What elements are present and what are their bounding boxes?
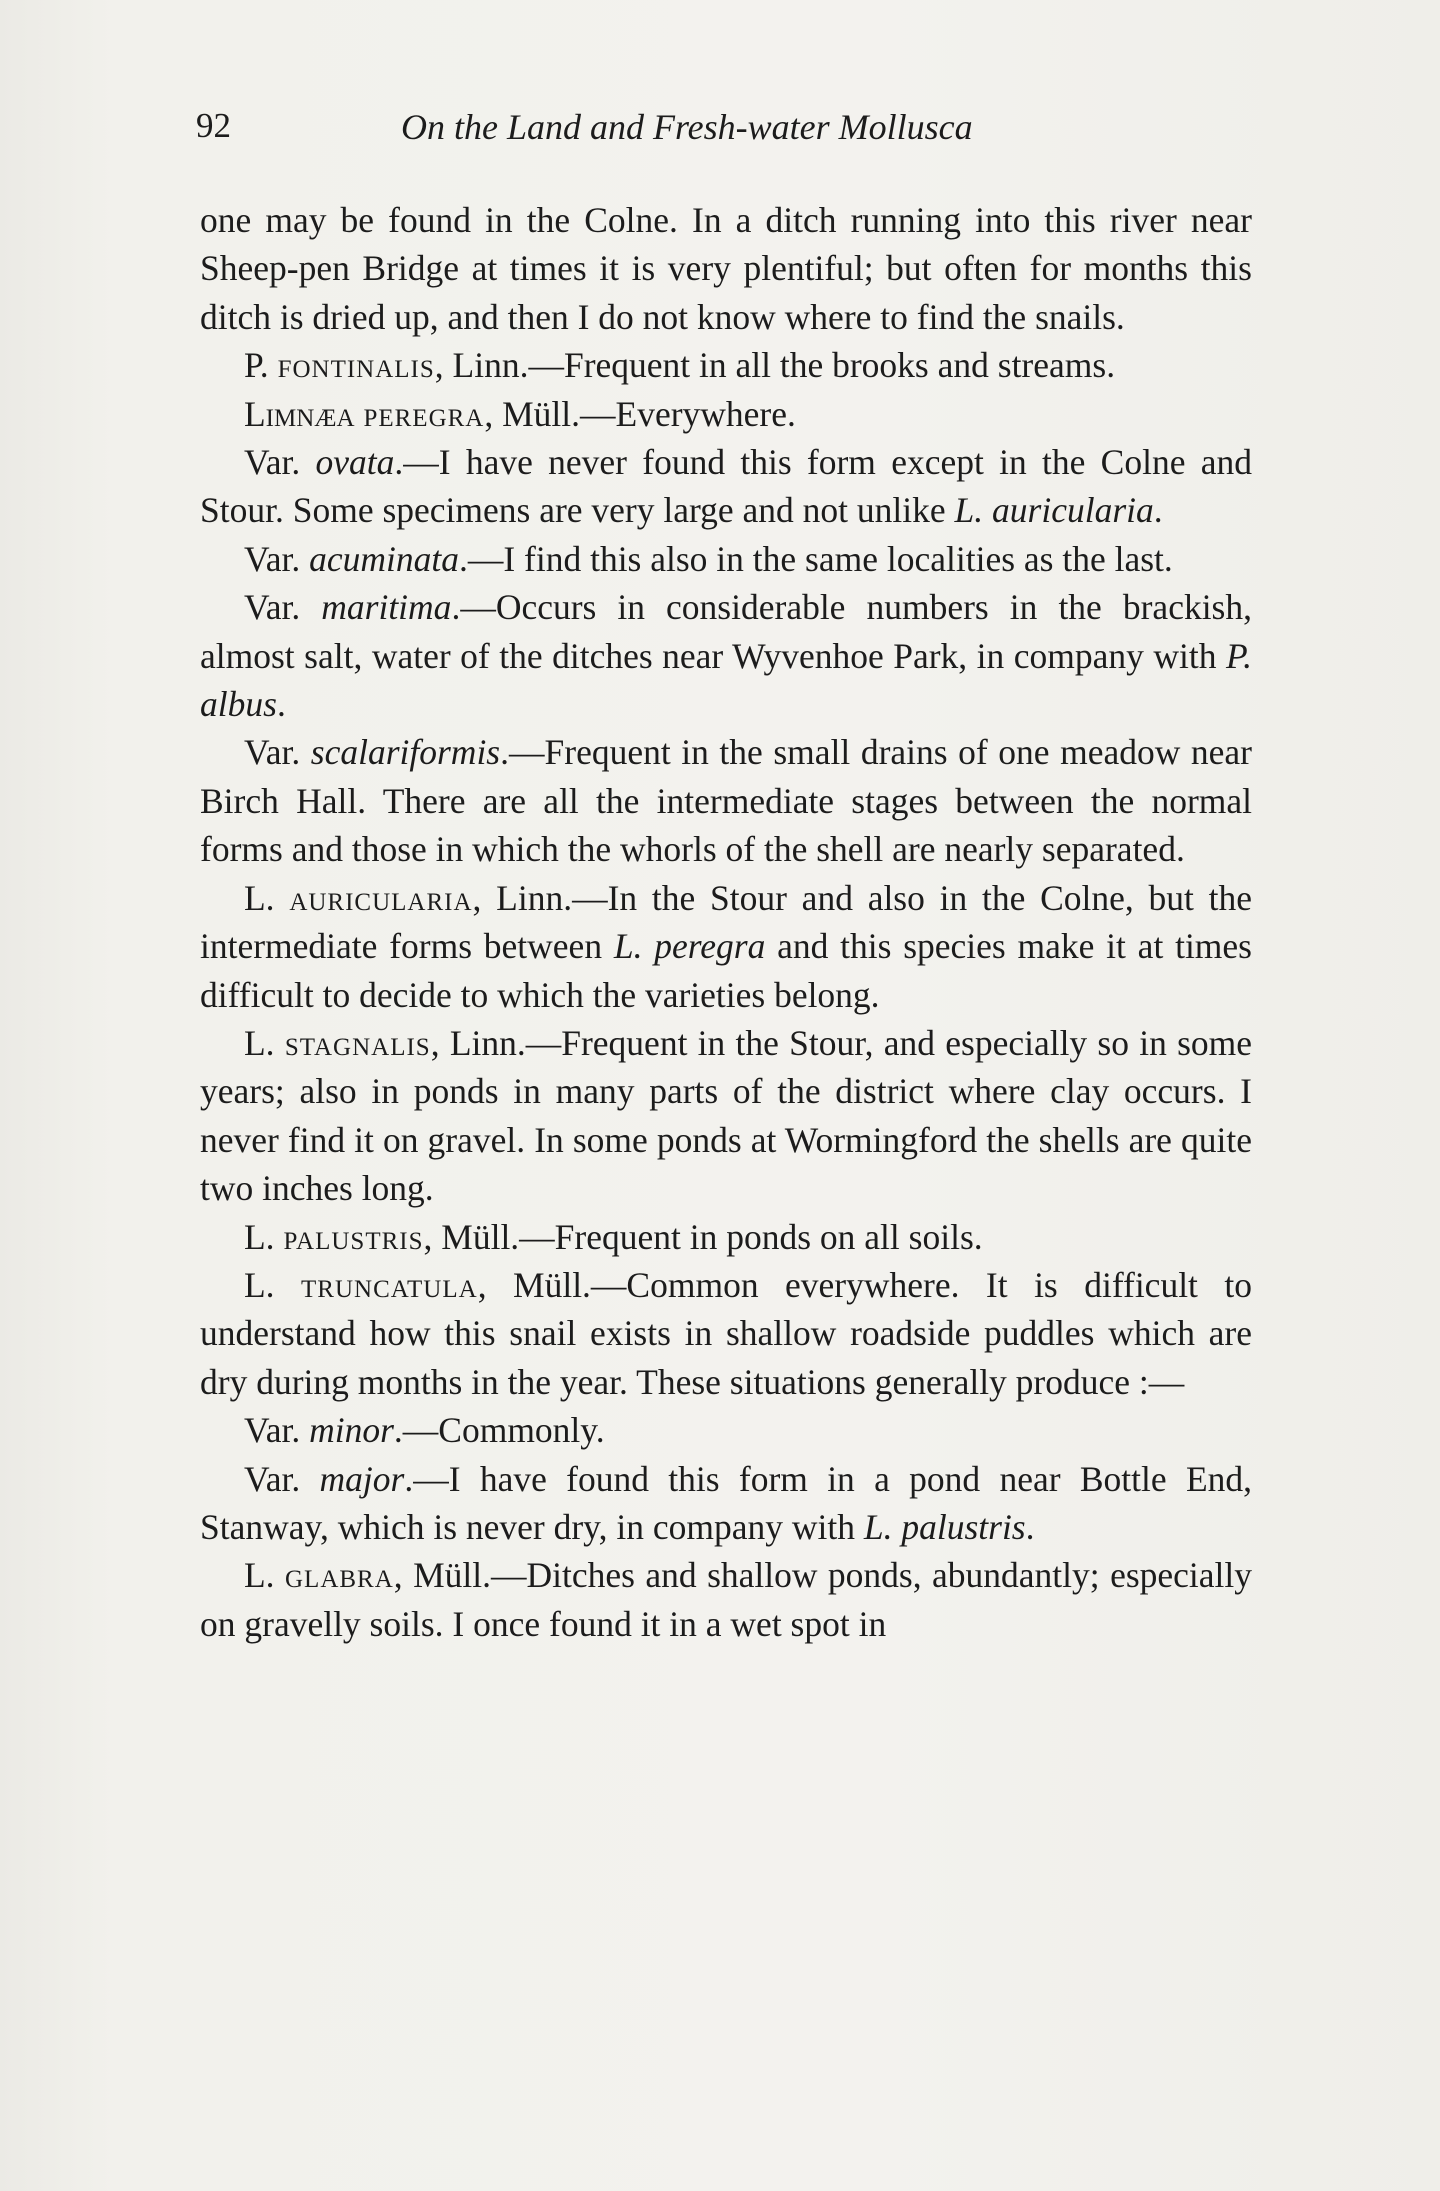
italic-text: minor xyxy=(309,1410,394,1451)
text-run: .—Commonly. xyxy=(393,1410,605,1451)
text-run: L. xyxy=(244,1264,302,1305)
italic-text: P. albus xyxy=(200,635,1252,725)
text-run: L. xyxy=(244,1216,284,1257)
text-run: Var. xyxy=(244,1458,320,1499)
text-run: , Müll.—Common everywhere. It is difficult to understand how this snail exists in shallow roadside puddles which are dry during months in the year. These situations generally produce :— xyxy=(200,1264,1252,1402)
small-caps-text: peregra xyxy=(363,393,485,434)
text-run: , Müll.—Ditches and shallow ponds, abundantly; especially on gravelly soils. I once found it in a wet spot in xyxy=(200,1555,1253,1644)
italic-text: major xyxy=(319,1458,405,1499)
text-run: .—Occurs in considerable numbers in the brackish, almost salt, water of the ditches near Wyvenhoe Park, in company with xyxy=(200,587,1252,676)
italic-text: acuminata xyxy=(309,538,459,579)
small-caps-text: palustris xyxy=(283,1216,424,1257)
italic-text: ovata xyxy=(315,442,395,483)
text-run: .—I have found this form in a pond near Bottle End, Stanway, which is never dry, in company with xyxy=(200,1458,1253,1547)
body-text xyxy=(200,196,1252,1648)
text-run: , Müll.—Everywhere. xyxy=(484,393,796,434)
text-run: .—I find this also in the same localities as the last. xyxy=(458,538,1173,579)
text-run: , Linn.—In the Stour and also in the Colne, but the intermediate forms between xyxy=(200,877,1252,967)
text-run: P. xyxy=(244,345,278,386)
small-caps-text: stagnalis xyxy=(284,1022,431,1063)
text-run: .—I have never found this form except in the Colne and Stour. Some specimens are very large and not unlike xyxy=(200,442,1252,531)
text-run: Var. xyxy=(244,587,322,628)
italic-text: L. auricularia xyxy=(954,490,1154,531)
paragraph xyxy=(200,1019,1252,1213)
paragraph xyxy=(200,535,1252,583)
text-run: Var. xyxy=(244,732,311,773)
italic-text: L. peregra xyxy=(613,926,766,967)
paragraph xyxy=(200,1213,1252,1261)
italic-text: maritima xyxy=(321,587,452,628)
text-run: .—Frequent in the small drains of one meadow near Birch Hall. There are all the intermediate stages between the normal forms and those in which the whorls of the shell are nearly separated. xyxy=(200,732,1252,870)
paragraph xyxy=(200,1551,1252,1648)
text-run: , Linn.—Frequent in all the brooks and streams. xyxy=(434,345,1116,386)
paragraph xyxy=(200,196,1252,341)
text-run: . xyxy=(276,684,286,725)
small-caps-text: glabra xyxy=(285,1555,394,1596)
small-caps-text: truncatula xyxy=(301,1264,478,1305)
text-run: one may be found in the Colne. In a ditch running into this river near Sheep-pen Bridge at times it is very plentiful; but often for months this ditch is dried up, and then I do not know where to find the snails. xyxy=(200,200,1252,337)
text-run: . xyxy=(1025,1506,1035,1547)
text-run: Var. xyxy=(244,442,316,483)
small-caps-text: auricularia xyxy=(289,877,473,918)
text-run: . xyxy=(1153,490,1163,531)
paragraph xyxy=(200,874,1252,1019)
italic-text: L. palustris xyxy=(863,1506,1026,1547)
page-number: 92 xyxy=(196,106,231,145)
text-run: , Linn.—Frequent in the Stour, and especially so in some years; also in ponds in many parts of the district where clay occurs. I never find it on gravel. In some ponds at Wormingford the shells are quite two inches long. xyxy=(200,1022,1253,1209)
text-run: Var. xyxy=(244,538,310,579)
small-caps-text: Limnæa xyxy=(244,393,355,434)
paragraph xyxy=(200,438,1252,535)
paragraph xyxy=(200,728,1252,873)
paragraph xyxy=(200,390,1252,438)
text-run: L. xyxy=(244,1555,285,1596)
running-title: On the Land and Fresh-water Mollusca xyxy=(401,107,973,147)
paragraph xyxy=(200,583,1252,728)
paragraph xyxy=(200,341,1252,389)
paragraph xyxy=(200,1406,1252,1454)
text-run: , Müll.—Frequent in ponds on all soils. xyxy=(423,1216,983,1257)
paragraph xyxy=(200,1261,1252,1406)
text-run: and this species make it at times difficult to decide to which the varieties belong. xyxy=(200,926,1252,1015)
small-caps-text: fontinalis xyxy=(277,345,435,386)
text-run: Var. xyxy=(244,1410,310,1451)
text-run: L. xyxy=(244,1022,285,1063)
text-run: L. xyxy=(244,877,290,918)
italic-text: scalariformis xyxy=(310,732,501,773)
running-head xyxy=(196,98,1248,158)
paragraph xyxy=(200,1455,1252,1552)
